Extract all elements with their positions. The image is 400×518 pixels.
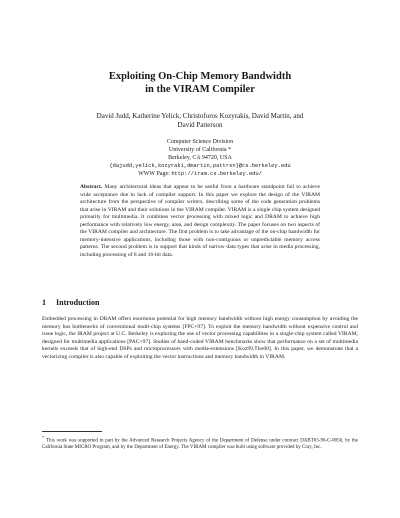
intro-paragraph: Embedded processing in DRAM offers enormous potential for high memory bandwidth without high energy consumption by avoiding the memory bus bottlenecks of conventional multi-chip systems [FPC+97]. To exploit the memory bandwidth without expensive control and issue logic, the IRAM project at U.C. Berkeley is exploring the use of vector processing capabilities in a single-chip system called VIRAM, designed for multimedia applications [PAC+97]. Studies of hand-coded VIRAM benchmarks show that performance on a set of multimedia kernels exceeds that of high-end DSPs and microprocessors with media-extensions [Koz99,Tho00]. In this paper, we demonstrate that a vectorizing compiler is also capable of exploiting the vector instructions and memory bandwidth in VIRAM. — [42, 316, 358, 360]
footnote-rule — [42, 431, 102, 432]
authors-line-1: David Judd, Katherine Yelick, Christoforos Kozyrakis, David Martin, and — [96, 112, 304, 120]
footnote — [42, 435, 358, 452]
abstract-text: Many architectural ideas that appear to be useful from a hardware standpoint fail to achieve wide acceptance due to lack of compiler support. In this paper we explore the design of the VIRAM architecture from the perspective of compiler writers, describing some of the code generation problems that arise in VIRAM and their solutions in the VIRAM compiler. VIRAM is a single chip system designed primarily for multimedia. It combines vector processing with mixed logic and DRAM to achieve high performance with relatively low energy, area, and design complexity. The paper focuses on two aspects of the VIRAM compiler and architecture. The first problem is to take advantage of the on-chip bandwidth for memory-intensive applications, including those with non-contiguous or unpredictable memory access patterns. The second problem is to support that kinds of narrow data types that arise in media processing, including processing of 8 and 16-bit data. — [80, 184, 320, 258]
authors-line-2: David Patterson — [177, 121, 223, 129]
title-line-2: in the VIRAM Compiler — [145, 84, 255, 95]
footnote-text: This work was supported in part by the Advanced Research Projects Agency of the Department of Defense under contract DABT63-96-C-0056, by the California State MICRO Program, and by the Department of Energy. The VIRAM compiler was built using software provided by Cray, Inc. — [42, 438, 358, 451]
abstract — [80, 184, 320, 259]
affil-university: University of California * — [168, 147, 232, 153]
paper-title — [40, 70, 360, 96]
affil-division: Computer Science Division — [166, 139, 234, 145]
title-line-1: Exploiting On-Chip Memory Bandwidth — [108, 71, 292, 82]
footnote-mark: * — [42, 435, 44, 440]
affiliation-block — [60, 138, 340, 178]
section-number: 1 — [42, 298, 46, 307]
abstract-label: Abstract. — [80, 184, 103, 190]
affil-city: Berkeley, CA 94720, USA — [168, 155, 232, 161]
affil-www — [60, 170, 340, 178]
www-label: WWW Page: — [138, 171, 170, 177]
section-heading — [42, 298, 362, 308]
affil-emails: {dajudd,yelick,kozyraki,dmartin,pattrsn}@cs.berkeley.edu — [109, 163, 291, 169]
section-title: Introduction — [56, 298, 100, 307]
www-url[interactable]: http://iram.cs.berkeley.edu/ — [171, 171, 262, 177]
author-list — [60, 112, 340, 130]
